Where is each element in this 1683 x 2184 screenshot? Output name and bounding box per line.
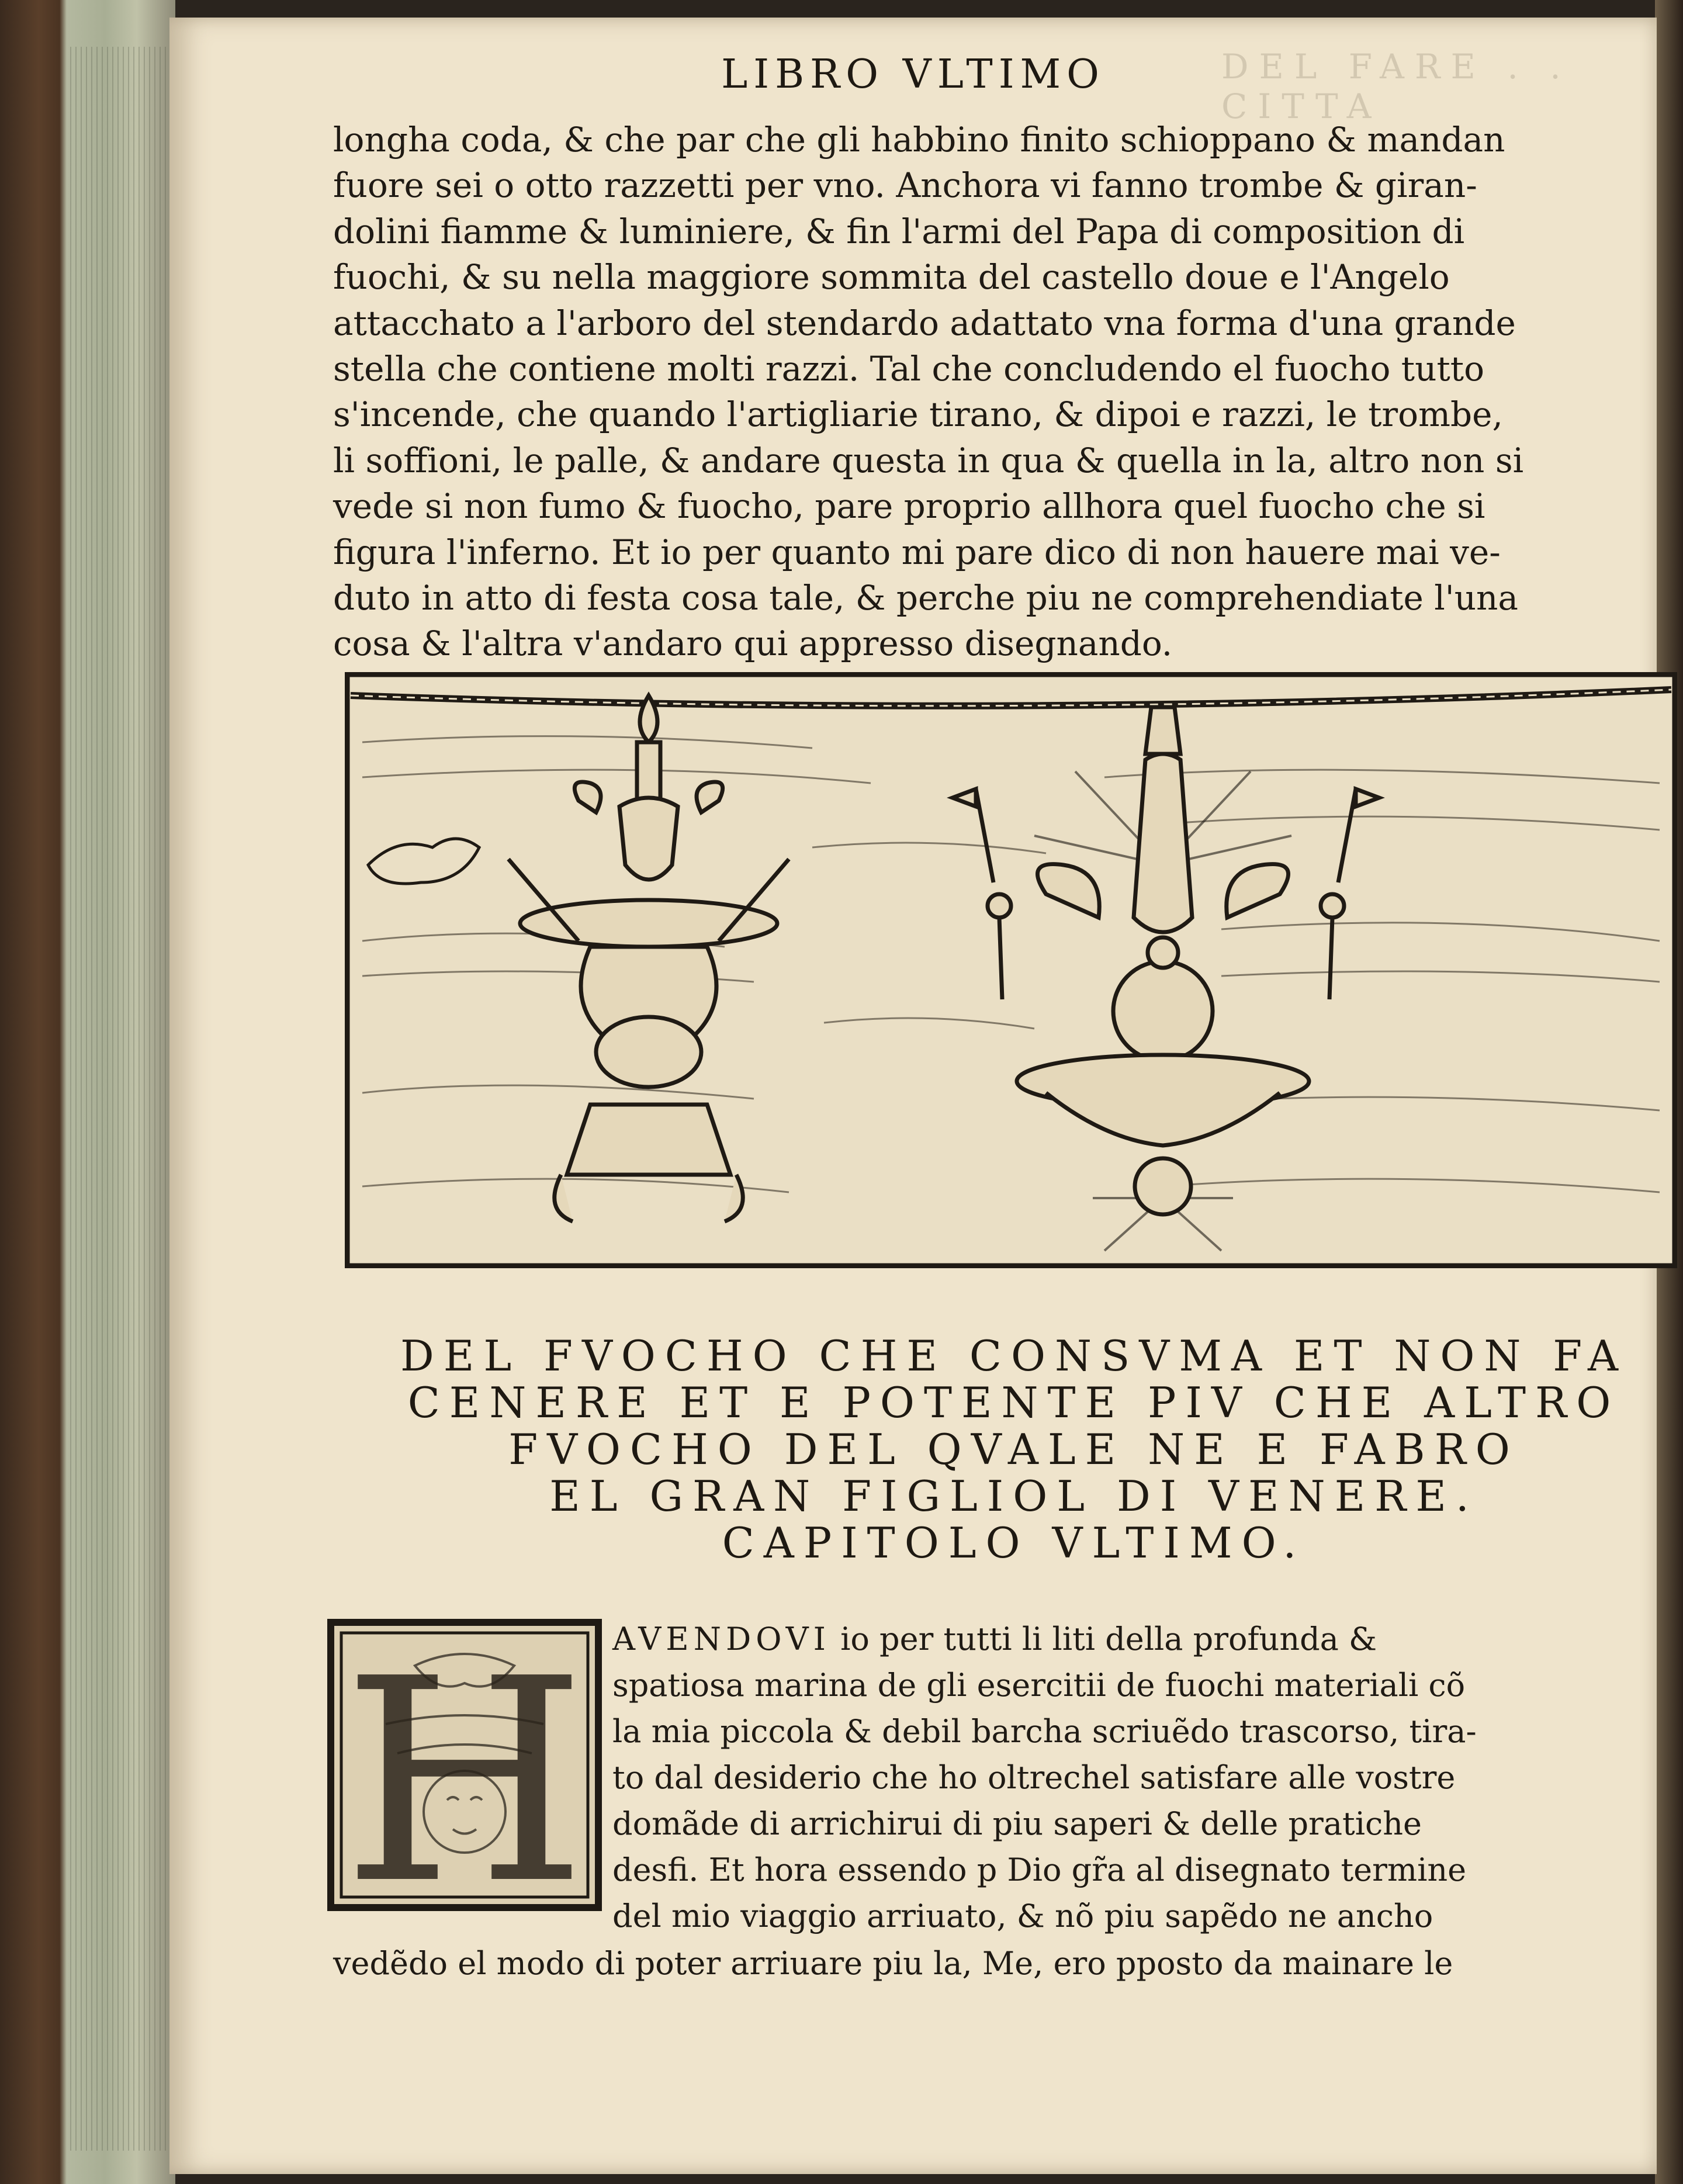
- text-line: fuore sei o otto razzetti per vno. Anchora vi fanno trombe & giran-: [333, 165, 1477, 206]
- body-paragraph: [333, 117, 1683, 667]
- text-line: spatiosa marina de gli esercitii de fuochi materiali cõ: [612, 1667, 1466, 1704]
- chapter-heading-line: FVOCHO DEL QVALE NE E FABRO: [508, 1425, 1519, 1474]
- chapter-heading-line: DEL FVOCHO CHE CONSVMA ET NON FA: [400, 1331, 1627, 1380]
- text-line: vede si non fumo & fuocho, pare proprio allhora quel fuocho che si: [333, 486, 1485, 527]
- text-line: cosa & l'altra v'andaro qui appresso disegnando.: [333, 624, 1173, 664]
- text-line: s'incende, che quando l'artigliarie tirano, & dipoi e razzi, le trombe,: [333, 394, 1503, 435]
- page-stack-lines: [70, 47, 169, 2151]
- text-line: attacchato a l'arboro del stendardo adattato vna forma d'una grande: [333, 303, 1516, 343]
- text-line: domãde di arrichirui di piu saperi & delle pratiche: [612, 1805, 1422, 1842]
- text-line: desfi. Et hora essendo p Dio gr̃a al disegnato termine: [612, 1851, 1467, 1888]
- initial-glyph: H: [342, 1619, 587, 1911]
- text-line: li soffioni, le palle, & andare questa in qua & quella in la, altro non si: [333, 440, 1524, 480]
- text-line: vedẽdo el modo di poter arriuare piu la, Me, ero pposto da mainare le: [333, 1945, 1453, 1982]
- bleed-through-text: DEL FARE . . CITTA: [1221, 47, 1571, 126]
- text-line: stella che contiene molti razzi. Tal che concludendo el fuocho tutto: [333, 349, 1484, 389]
- chapter-heading-line: EL GRAN FIGLIOL DI VENERE.: [549, 1472, 1478, 1521]
- fireworks-woodcut-illustration: [345, 672, 1677, 1268]
- chapter-heading: [321, 1332, 1683, 1566]
- text-line: longha coda, & che par che gli habbino finito schioppano & mandan: [333, 120, 1505, 160]
- chapter-opening-text: [612, 1616, 1683, 1939]
- running-head: LIBRO VLTIMO: [721, 51, 1105, 98]
- text-line: figura l'inferno. Et io per quanto mi pare dico di non hauere mai ve-: [333, 532, 1501, 572]
- text-line: fuochi, & su nella maggiore sommita del castello doue e l'Angelo: [333, 257, 1450, 297]
- chapter-heading-line: CAPITOLO VLTIMO.: [722, 1518, 1306, 1567]
- text-line: la mia piccola & debil barcha scriuẽdo trascorso, tira-: [612, 1713, 1477, 1750]
- chapter-heading-line: CENERE ET E POTENTE PIV CHE ALTRO: [407, 1378, 1620, 1427]
- chapter-first-word: AVENDOVI: [612, 1621, 830, 1657]
- text-line: duto in atto di festa cosa tale, & perche piu ne comprehendiate l'una: [333, 578, 1518, 618]
- text-line: io per tutti li liti della profunda &: [830, 1621, 1377, 1657]
- text-line: dolini fiamme & luminiere, & fin l'armi del Papa di composition di: [333, 211, 1465, 251]
- decorated-initial-letter: [327, 1619, 602, 1911]
- text-line: to dal desiderio che ho oltrechel satisfare alle vostre: [612, 1759, 1456, 1796]
- text-line: del mio viaggio arriuato, & nõ piu sapẽdo ne ancho: [612, 1898, 1433, 1934]
- book-page: [169, 18, 1657, 2174]
